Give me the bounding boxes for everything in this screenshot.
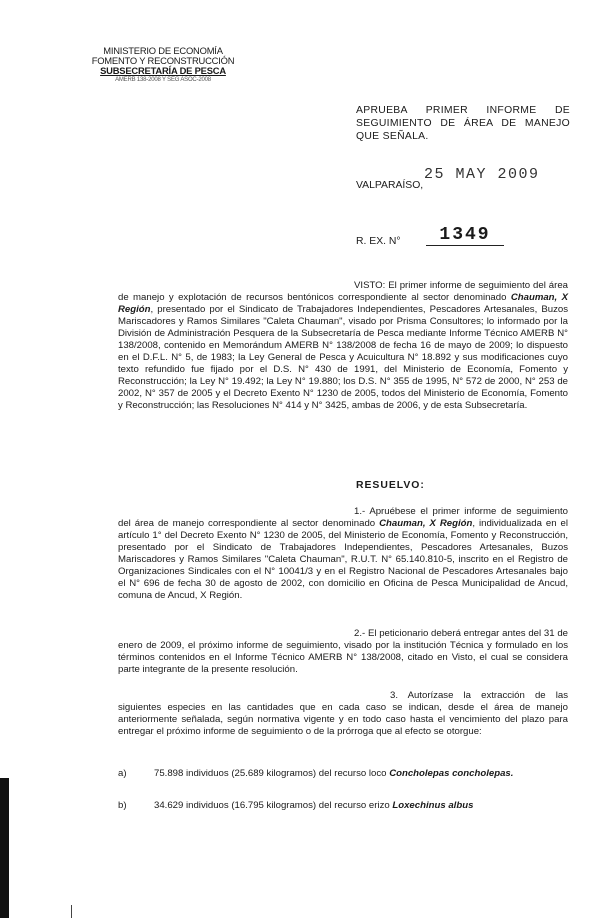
article-3-text: siguientes especies en las cantidades que en cada caso se indican, desde el área de manejo anteriormente señalada, según normativa vigente y en todo caso hasta el vencimiento del plazo para entregar el próximo informe de seguimiento o de la prórroga que al efecto se otorgue: [118, 702, 568, 737]
visto-text-1: El primer informe de seguimiento del área de manejo y explotación de recursos bentónicos correspondiente al sector denominado [118, 280, 568, 303]
list-item [118, 800, 568, 812]
document-subject: APRUEBA PRIMER INFORME DE SEGUIMIENTO DE ÁREA DE MANEJO QUE SEÑALA. [356, 105, 570, 142]
letterhead-subsecretaria: SUBSECRETARÍA DE PESCA [100, 65, 226, 76]
visto-sector: Chauman, X Región [118, 292, 568, 315]
visto-lead: VISTO: [354, 280, 386, 291]
article-3-lead: 3. Autorízase la extracción de las [390, 690, 568, 701]
letterhead-ministry: MINISTERIO DE ECONOMÍA [103, 45, 223, 56]
list-item-species: Concholepas concholepas. [389, 768, 514, 779]
article-2 [118, 628, 568, 676]
article-1-text: , individualizada en el artículo 1° del Decreto Exento N° 1230 de 2005, del Ministerio de Economía, Fomento y Reconstrucción, presentado por el Sindicato de Trabajadores Independientes, Pescadores Artesanales, Buzos Mariscadores y Ramos Similares "Caleta Chauman", R.U.T. N° 65.140.810-5, inscrito en el Registro de Organizaciones Sindicales con el N° 10041/3 y en el Registro Nacional de Pescadores Artesanales bajo el N° 696 de fecha 30 de agosto de 2002, con domicilio en Oficina de Pesca Municipalidad de Ancud, comuna de Ancud, X Región. [118, 518, 568, 601]
letterhead [78, 46, 248, 84]
article-3 [118, 690, 568, 738]
visto-paragraph [118, 280, 568, 412]
date-stamp: 25 MAY 2009 [424, 166, 540, 183]
list-item-species: Loxechinus albus [392, 800, 474, 811]
visto-text-2: , presentado por el Sindicato de Trabajadores Independientes, Pescadores Artesanales, Buzos Mariscadores y Ramos Similares "Caleta Chauman", visado por Prisma Consultores; lo informado por la División de Administración Pesquera de la Subsecretaría de Pesca mediante Informe Técnico AMERB N° 138/2008, contenido en Memorándum AMERB N° 138/2008 de fecha 16 de mayo de 2009; lo dispuesto en el D.F.L. N° 5, de 1983; la Ley General de Pesca y Acuicultura N° 18.892 y sus modificaciones cuyo texto refundido fue fijado por el D.S. N° 430 de 1991, del Ministerio de Economía, Fomento y Reconstrucción; la Ley N° 19.492; la Ley N° 19.880; los D.S. N° 355 de 1995, N° 572 de 2000, N° 253 de 2002, N° 357 de 2005 y el Decreto Exento N° 1230 de 2005, todos del Ministerio de Economía, Fomento y Reconstrucción; las Resoluciones N° 414 y N° 3425, ambas de 2006, y de esta Subsecretaría. [118, 304, 568, 411]
resolution-label: R. EX. N° [356, 236, 401, 247]
list-item-label: a) [118, 768, 127, 779]
article-2-text: 31 de enero de 2009, el próximo informe de seguimiento, visado por la institución Técnica y formulado en los términos contenidos en el Informe Técnico AMERB N° 138/2008, citado en Visto, el cual se considera parte integrante de la presente resolución. [118, 628, 568, 675]
letterhead-ministry-line2: FOMENTO Y RECONSTRUCCIÓN [91, 55, 235, 66]
article-2-lead: 2.- El peticionario deberá entregar antes del [354, 628, 542, 639]
document-place: VALPARAÍSO, [356, 180, 424, 191]
list-item-text: 34.629 individuos (16.795 kilogramos) del recurso erizo [154, 800, 393, 811]
list-item-text: 75.898 individuos (25.689 kilogramos) del recurso loco [154, 768, 390, 779]
article-1-sector: Chauman, X Región [379, 518, 473, 529]
list-item [118, 768, 568, 780]
letterhead-reference: AMERB 138-2008 Y SEG ASOC-2008 [115, 77, 211, 83]
resuelvo-heading: RESUELVO: [356, 480, 425, 491]
article-1 [118, 506, 568, 602]
resolution-number: 1349 [426, 225, 504, 246]
scan-tick-mark [71, 905, 72, 918]
list-item-label: b) [118, 800, 127, 811]
article-1-lead: 1.- Apruébese el primer informe de seguimiento del área de manejo correspondiente al sector denominado [118, 506, 568, 529]
scan-edge-mark [0, 778, 9, 918]
